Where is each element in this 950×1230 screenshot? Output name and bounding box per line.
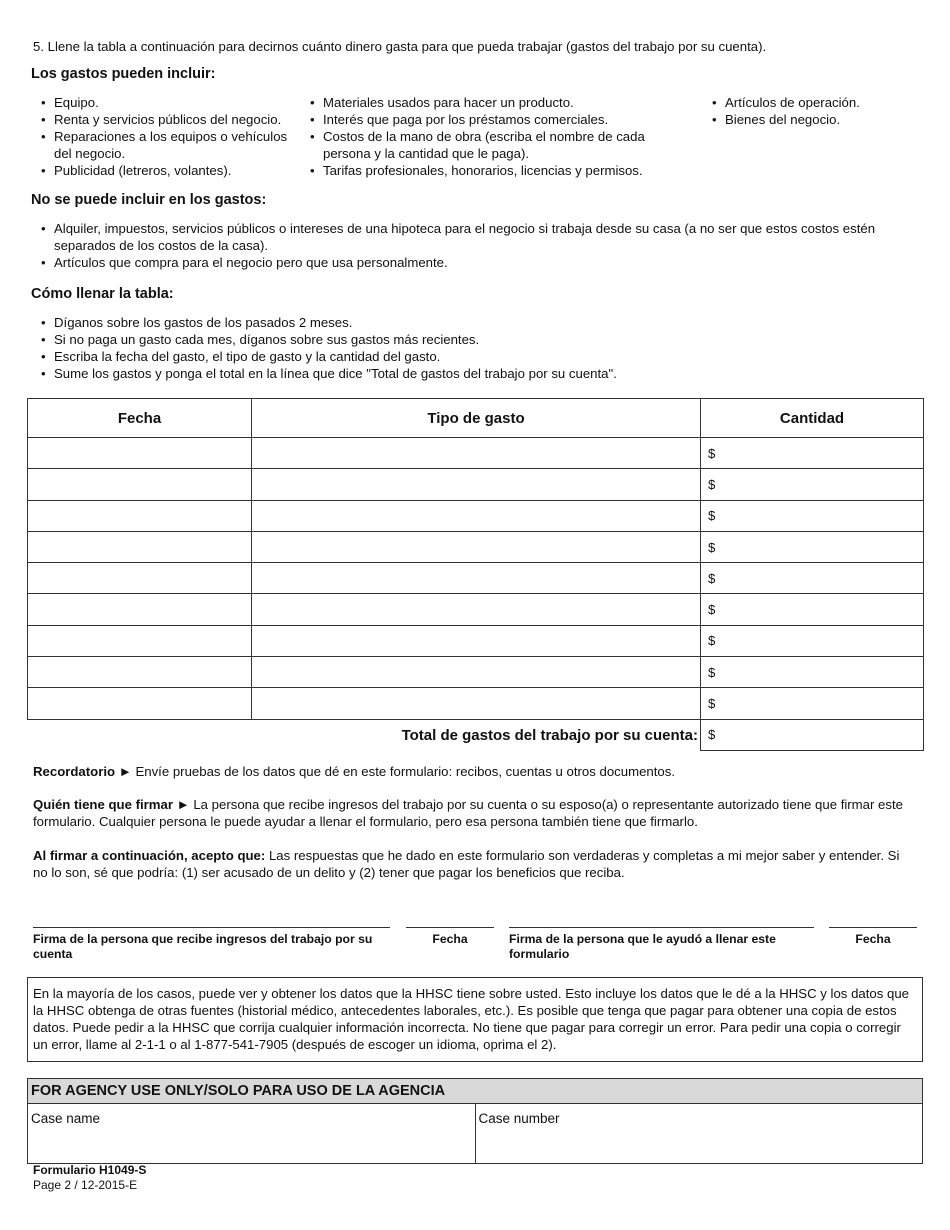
currency-symbol: $ [708, 727, 716, 743]
bullet-item: • Publicidad (letreros, volantes). [41, 162, 306, 179]
who-signs-text: La persona que recibe ingresos del trabajo por su cuenta o su esposo(a) o representante autorizado tiene que firmar este formulario. Cualquier persona le puede ayudar a llenar el formulario, pero esa persona también tiene que firmarlo. [33, 797, 903, 829]
col-header-amount: Cantidad [701, 399, 924, 438]
bullet-item: • Reparaciones a los equipos o vehículos del negocio. [41, 128, 306, 162]
expense-type-cell[interactable] [252, 563, 701, 594]
who-signs [33, 796, 913, 830]
table-row [28, 594, 924, 625]
bullet-item: • Artículos que compra para el negocio pero que usa personalmente. [41, 254, 911, 271]
signature-line-recipient[interactable] [33, 927, 390, 962]
signature-label-helper: Firma de la persona que le ayudó a llenar este formulario [509, 932, 776, 961]
bullet-item: • Sume los gastos y ponga el total en la línea que dice "Total de gastos del trabajo por su cuenta". [41, 365, 911, 382]
cannot-include-list [41, 220, 911, 271]
total-label: Total de gastos del trabajo por su cuenta: [28, 719, 701, 750]
table-row [28, 625, 924, 656]
agreement-label: Al firmar a continuación, acepto que: [33, 848, 266, 863]
expense-type-cell[interactable] [252, 625, 701, 656]
currency-symbol: $ [708, 696, 716, 712]
expense-type-cell[interactable] [252, 594, 701, 625]
cannot-include-heading: No se puede incluir en los gastos: [31, 192, 267, 208]
agreement-text: Las respuestas que he dado en este formulario son verdaderas y completas a mi mejor saber y entender. Si no lo son, sé que podría: (1) ser acusado de un delito y (2) tener que pagar los beneficios que reciba. [33, 848, 900, 880]
table-row [28, 469, 924, 500]
table-row [28, 563, 924, 594]
who-signs-label: Quién tiene que firmar ► [33, 797, 190, 812]
bullet-item: • Alquiler, impuestos, servicios públicos o intereses de una hipoteca para el negocio si trabaja desde su casa (a no ser que estos costos estén separados de los costos de la casa). [41, 220, 911, 254]
currency-symbol: $ [708, 570, 716, 586]
date-cell[interactable] [28, 625, 252, 656]
date-cell[interactable] [28, 469, 252, 500]
table-row [28, 531, 924, 562]
agency-box [27, 1078, 923, 1164]
bullet-item: • Renta y servicios públicos del negocio. [41, 111, 306, 128]
signature-line-helper[interactable] [509, 927, 814, 962]
reminder-text: Envíe pruebas de los datos que dé en este formulario: recibos, cuentas u otros documentos. [131, 764, 676, 779]
currency-symbol: $ [708, 539, 716, 555]
signature-label-recipient: Firma de la persona que recibe ingresos del trabajo por su cuenta [33, 932, 373, 961]
case-name-field[interactable] [28, 1104, 475, 1163]
date-cell[interactable] [28, 688, 252, 719]
date-label-helper: Fecha [855, 932, 891, 946]
amount-cell[interactable] [701, 594, 924, 625]
date-cell[interactable] [28, 500, 252, 531]
table-row [28, 438, 924, 469]
case-number-field[interactable] [475, 1104, 923, 1163]
amount-cell[interactable] [701, 657, 924, 688]
date-cell[interactable] [28, 563, 252, 594]
amount-cell[interactable] [701, 438, 924, 469]
bullet-item: • Materiales usados para hacer un producto. [310, 94, 680, 111]
col-header-date: Fecha [28, 399, 252, 438]
col-header-type: Tipo de gasto [252, 399, 701, 438]
date-cell[interactable] [28, 657, 252, 688]
can-include-heading: Los gastos pueden incluir: [31, 66, 216, 82]
date-line-recipient[interactable] [406, 927, 494, 947]
bullet-item: • Díganos sobre los gastos de los pasados 2 meses. [41, 314, 911, 331]
bullet-item: • Si no paga un gasto cada mes, díganos sobre sus gastos más recientes. [41, 331, 911, 348]
bullet-item: • Equipo. [41, 94, 306, 111]
bullet-item: • Artículos de operación. [712, 94, 922, 111]
amount-cell[interactable] [701, 563, 924, 594]
currency-symbol: $ [708, 508, 716, 524]
currency-symbol: $ [708, 476, 716, 492]
expense-type-cell[interactable] [252, 531, 701, 562]
expense-type-cell[interactable] [252, 657, 701, 688]
amount-cell[interactable] [701, 625, 924, 656]
currency-symbol: $ [708, 633, 716, 649]
bullet-item: • Interés que paga por los préstamos comerciales. [310, 111, 680, 128]
bullet-item: • Escriba la fecha del gasto, el tipo de gasto y la cantidad del gasto. [41, 348, 911, 365]
expense-type-cell[interactable] [252, 438, 701, 469]
table-row [28, 688, 924, 719]
date-label-recipient: Fecha [432, 932, 468, 946]
page-number: Page 2 / 12-2015-E [33, 1178, 138, 1192]
form-number: Formulario H1049-S [33, 1163, 147, 1177]
table-row [28, 500, 924, 531]
footer [33, 1163, 146, 1193]
intro-text: 5. Llene la tabla a continuación para decirnos cuánto dinero gasta para que pueda trabajar (gastos del trabajo por su cuenta). [33, 39, 767, 54]
date-cell[interactable] [28, 438, 252, 469]
reminder-label: Recordatorio ► [33, 764, 132, 779]
bullet-item: • Costos de la mano de obra (escriba el nombre de cada persona y la cantidad que le paga). [310, 128, 680, 162]
total-row [28, 719, 924, 750]
currency-symbol: $ [708, 445, 716, 461]
amount-cell[interactable] [701, 469, 924, 500]
how-to-heading: Cómo llenar la tabla: [31, 286, 174, 302]
how-to-list [41, 314, 911, 382]
expense-type-cell[interactable] [252, 469, 701, 500]
case-number-label: Case number [478, 1111, 560, 1126]
table-row [28, 657, 924, 688]
can-include-col1 [41, 94, 306, 179]
can-include-col2 [310, 94, 680, 179]
can-include-col3 [712, 94, 922, 128]
bullet-item: • Bienes del negocio. [712, 111, 922, 128]
reminder [33, 763, 913, 780]
date-line-helper[interactable] [829, 927, 917, 947]
agency-heading: FOR AGENCY USE ONLY/SOLO PARA USO DE LA AGENCIA [28, 1079, 922, 1104]
privacy-notice: En la mayoría de los casos, puede ver y obtener los datos que la HHSC tiene sobre usted. Esto incluye los datos que le dé a la HHSC y los datos que la HHSC obtenga de otras fuentes (historial médico, antecedentes laborales, etc.). Es posible que tenga que pagar para obtener una copia de estos datos. Puede pedir a la HHSC que corrija cualquier información incorrecta. No tiene que pagar para corregir un error. Para pedir una copia o corregir un error, llame al 2-1-1 o al 1-877-541-7905 (después de escoger un idioma, oprima el 2). [27, 977, 923, 1062]
amount-cell[interactable] [701, 500, 924, 531]
amount-cell[interactable] [701, 688, 924, 719]
case-name-label: Case name [31, 1111, 101, 1126]
total-amount-cell[interactable] [701, 719, 924, 750]
expense-type-cell[interactable] [252, 500, 701, 531]
expense-table [27, 398, 924, 751]
amount-cell[interactable] [701, 531, 924, 562]
currency-symbol: $ [708, 664, 716, 680]
bullet-item: • Tarifas profesionales, honorarios, licencias y permisos. [310, 162, 680, 179]
date-cell[interactable] [28, 594, 252, 625]
expense-type-cell[interactable] [252, 688, 701, 719]
date-cell[interactable] [28, 531, 252, 562]
currency-symbol: $ [708, 602, 716, 618]
agreement [33, 847, 913, 881]
